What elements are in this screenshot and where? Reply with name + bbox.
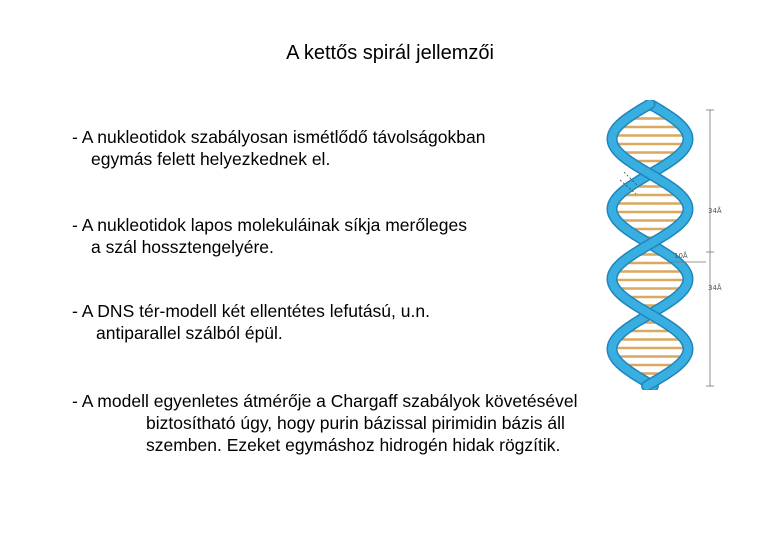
label-diameter: 10Å [674, 252, 688, 260]
label-pitch-top: 34Å [708, 207, 722, 215]
label-pitch-bottom: 34Å [708, 284, 722, 292]
bullet-4-line-2: biztosítható úgy, hogy purin bázissal pirimidin bázis áll [146, 413, 565, 433]
bullet-3-line-1: - A DNS tér-modell két ellentétes lefutású, u.n. [72, 301, 430, 321]
dna-double-helix-illustration [580, 100, 740, 390]
bullet-1 [72, 126, 485, 170]
bullet-2-line-2: a szál hossztengelyére. [91, 237, 274, 257]
bullet-4-line-1: - A modell egyenletes átmérője a Chargaff szabályok követésével [72, 391, 578, 411]
helix-strands [612, 104, 688, 386]
slide-title: A kettős spirál jellemzői [286, 42, 494, 64]
bullet-2-line-1: - A nukleotidok lapos molekuláinak síkja merőleges [72, 215, 467, 235]
strand-2 [612, 104, 688, 386]
bullet-4 [72, 390, 578, 456]
bullet-1-line-1: - A nukleotidok szabályosan ismétlődő távolságokban [72, 127, 486, 147]
bullet-4-line-3: szemben. Ezeket egymáshoz hidrogén hidak rögzítik. [146, 435, 561, 455]
bullet-1-line-2: egymás felett helyezkednek el. [91, 149, 331, 169]
bullet-3 [72, 300, 430, 344]
bullet-2 [72, 214, 467, 258]
bullet-3-line-2: antiparallel szálból épül. [96, 323, 283, 343]
